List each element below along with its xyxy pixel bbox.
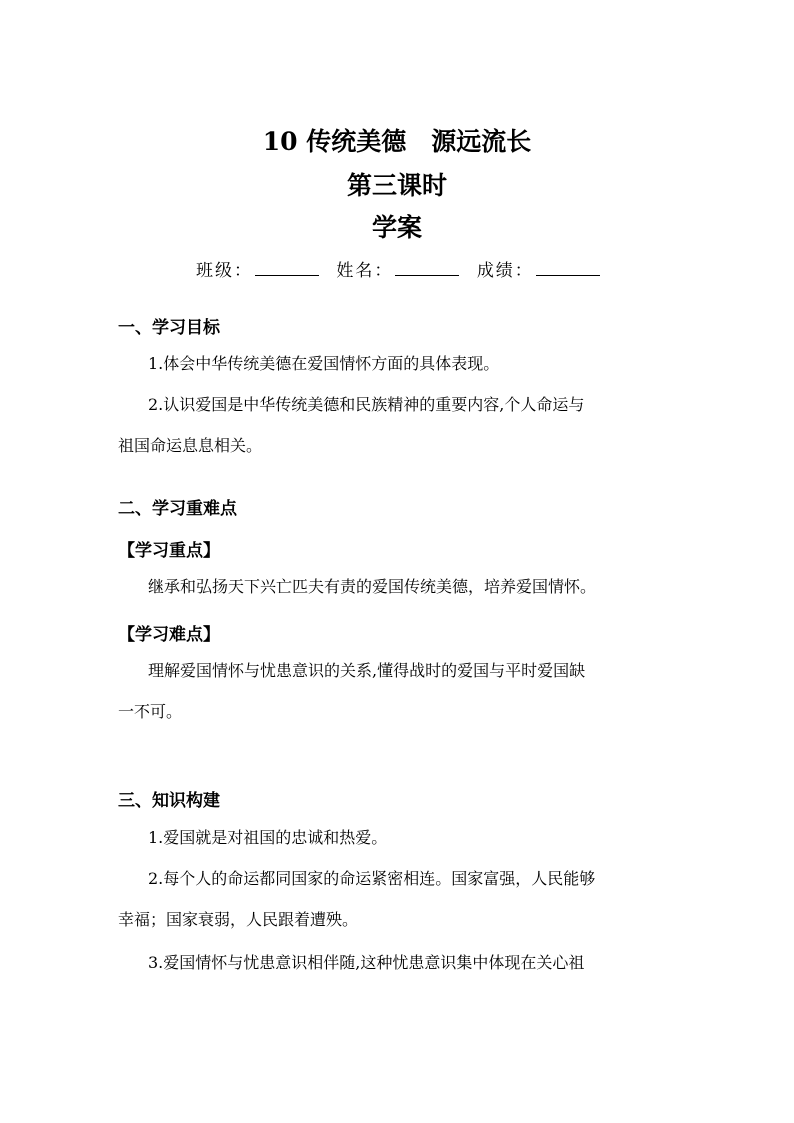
goal-item-2-line-2: 祖国命运息息相关。 <box>118 436 263 455</box>
name-label: 姓名： <box>336 261 394 281</box>
section-heading-goals: 一、学习目标 <box>118 318 220 338</box>
difficulty-label: 【学习难点】 <box>118 625 220 645</box>
difficulty-text-line-1: 理解爱国情怀与忧患意识的关系,懂得战时的爱国与平时爱国缺 <box>148 661 586 680</box>
knowledge-item-1: 1.爱国就是对祖国的忠诚和热爱。 <box>148 828 388 847</box>
section-heading-key-points: 二、学习重难点 <box>118 499 237 519</box>
knowledge-item-2-line-2: 幸福；国家衰弱，人民跟着遭殃。 <box>118 910 359 929</box>
goal-item-1: 1.体会中华传统美德在爱国情怀方面的具体表现。 <box>148 354 500 373</box>
document-type: 学案 <box>371 213 422 242</box>
score-blank[interactable] <box>536 261 600 276</box>
lesson-title: 10 传统美德 源远流长 <box>262 127 532 156</box>
goal-item-2-line-1: 2.认识爱国是中华传统美德和民族精神的重要内容,个人命运与 <box>148 395 585 414</box>
class-label: 班级： <box>196 261 253 281</box>
class-blank[interactable] <box>255 261 319 276</box>
knowledge-item-2-line-1: 2.每个人的命运都同国家的命运紧密相连。国家富强，人民能够 <box>148 869 596 888</box>
score-label: 成绩： <box>476 261 534 281</box>
lesson-period: 第三课时 <box>346 171 447 200</box>
name-blank[interactable] <box>395 261 459 276</box>
difficulty-text-line-2: 一不可。 <box>118 702 183 721</box>
focus-label: 【学习重点】 <box>118 541 220 561</box>
knowledge-item-3-line-1: 3.爱国情怀与忧患意识相伴随,这种忧患意识集中体现在关心祖 <box>148 953 585 972</box>
focus-text: 继承和弘扬天下兴亡匹夫有责的爱国传统美德，培养爱国情怀。 <box>148 577 597 596</box>
student-info-line <box>196 256 612 281</box>
section-heading-knowledge: 三、知识构建 <box>118 791 220 811</box>
